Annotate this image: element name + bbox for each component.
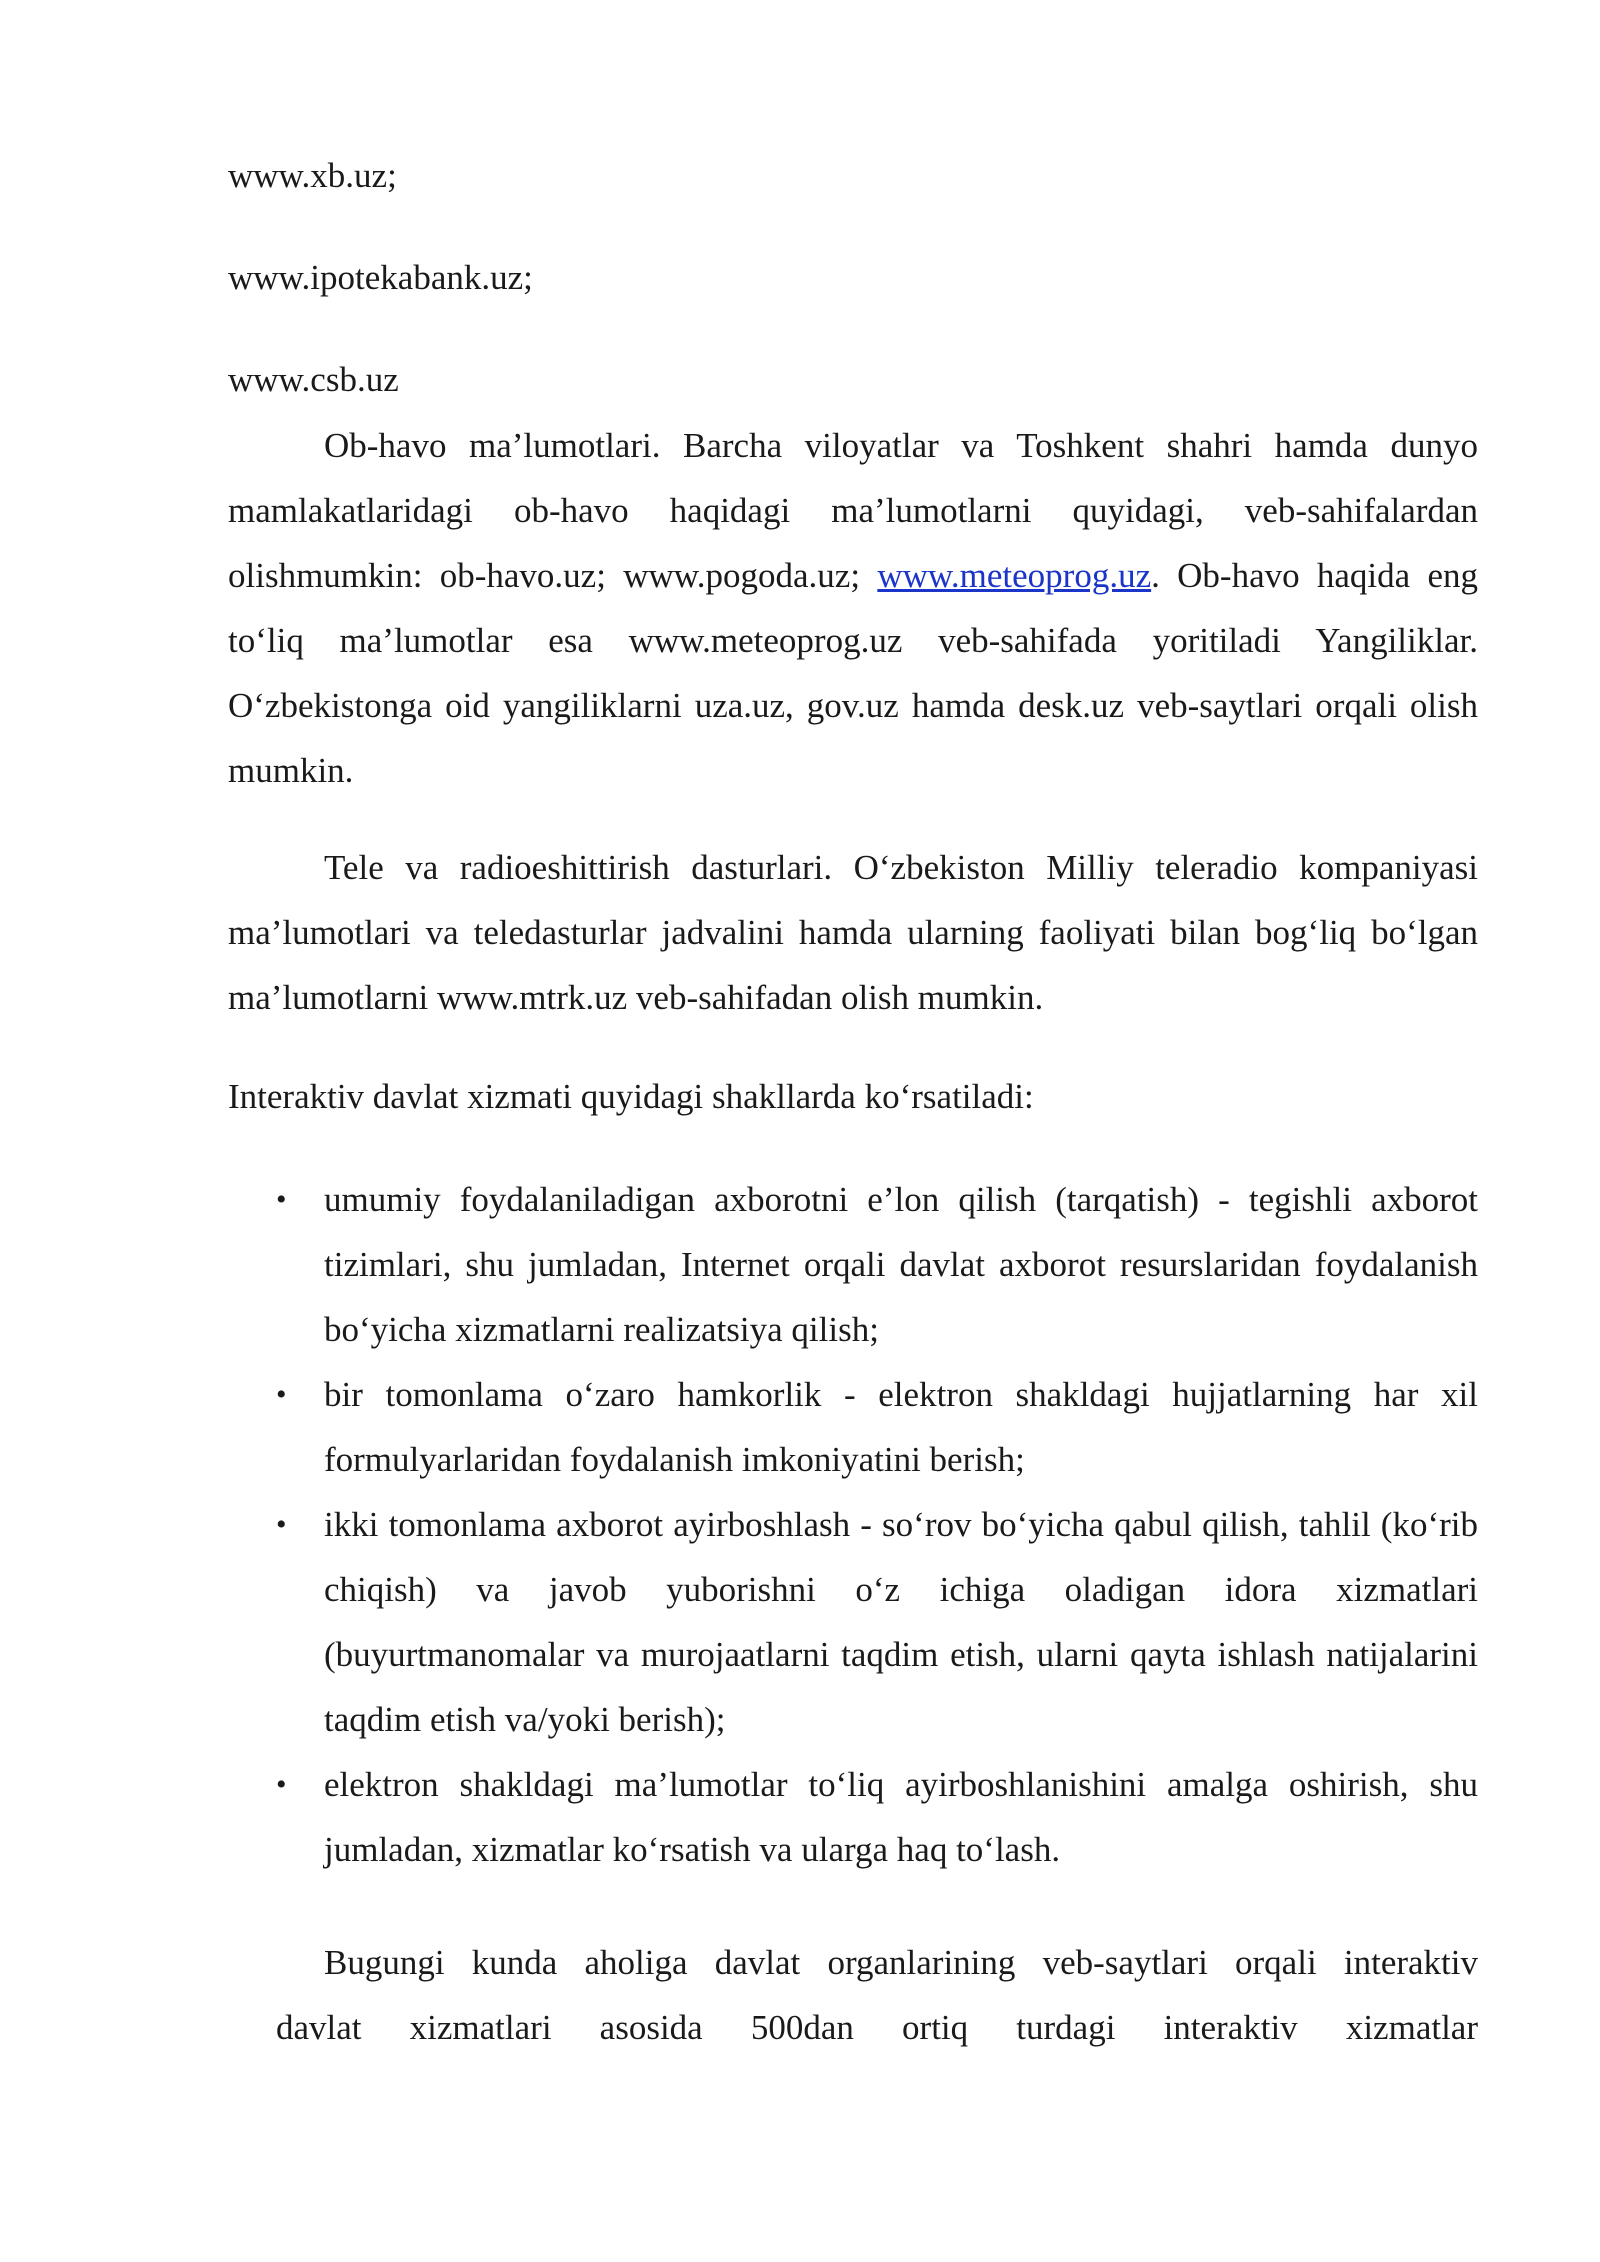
tv-radio-paragraph: Tele va radioeshittirish dasturlari. O‘zbekiston Milliy teleradio kompaniyasi ma’lumotlari va teledasturlar jadvalini hamda ularning faoliyati bilan bog‘liq bo‘lgan ma’lumotlarni www.mtrk.uz veb-sahifadan olish mumkin. [228, 848, 1478, 1017]
list-item-text: umumiy foydalaniladigan axborotni e’lon qilish (tarqatish) - tegishli axborot tizimlari, shu jumladan, Internet orqali davlat axborot resurslaridan foydalanish bo‘yicha xizmatlarni realizatsiya qilish; [324, 1180, 1478, 1349]
meteoprog-link[interactable]: www.meteoprog.uz [877, 556, 1152, 595]
list-item [228, 1492, 1478, 1752]
list-item-text: bir tomonlama o‘zaro hamkorlik - elektron shakldagi hujjatlarning har xil formulyarlaridan foydalanish imkoniyatini berish; [324, 1375, 1478, 1479]
url-xb: www.xb.uz; [228, 156, 397, 195]
interactive-services-list [228, 1167, 1478, 1882]
url-ipotekabank: www.ipotekabank.uz; [228, 258, 533, 297]
final-paragraph [228, 1930, 1478, 2060]
url-csb: www.csb.uz [228, 360, 399, 399]
bullet-icon: • [276, 1508, 287, 1541]
list-item-text: ikki tomonlama axborot ayirboshlash - so‘rov bo‘yicha qabul qilish, tahlil (ko‘rib chiqish) va javob yuborishni o‘z ichiga oladigan idora xizmatlari (buyurtmanomalar va murojaatlarni taqdim etish, ularni qayta ishlash natijalarini taqdim etish va/yoki berish); [324, 1505, 1478, 1739]
bullet-icon: • [276, 1768, 287, 1801]
final-paragraph-line2: davlat xizmatlari asosida 500dan ortiq turdagi interaktiv xizmatlar [276, 2008, 1478, 2047]
list-item [228, 1362, 1478, 1492]
interactive-services-intro: Interaktiv davlat xizmati quyidagi shakllarda ko‘rsatiladi: [228, 1077, 1034, 1116]
weather-text-part2: . Ob-havo haqida eng to‘liq ma’lumotlar esa www.meteoprog.uz veb-sahifada yoritiladi Yangiliklar. O‘zbekistonga oid yangiliklarni uza.uz, gov.uz hamda desk.uz veb-saytlari orqali olish mumkin. [228, 556, 1479, 790]
list-item [228, 1167, 1478, 1362]
bullet-icon: • [276, 1378, 287, 1411]
bullet-icon: • [276, 1183, 287, 1216]
weather-text-part1: Ob-havo ma’lumotlari. Barcha viloyatlar va Toshkent shahri hamda dunyo mamlakatlaridagi ob-havo haqidagi ma’lumotlarni quyidagi, veb-sahifalardan olishmumkin: ob-havo.uz; www.pogoda.uz; [228, 426, 1478, 595]
final-paragraph-line1: Bugungi kunda aholiga davlat organlarining veb-saytlari orqali interaktiv [324, 1943, 1478, 1982]
weather-paragraph [228, 413, 1478, 803]
list-item-text: elektron shakldagi ma’lumotlar to‘liq ayirboshlanishini amalga oshirish, shu jumladan, xizmatlar ko‘rsatish va ularga haq to‘lash. [324, 1765, 1478, 1869]
list-item [228, 1752, 1478, 1882]
